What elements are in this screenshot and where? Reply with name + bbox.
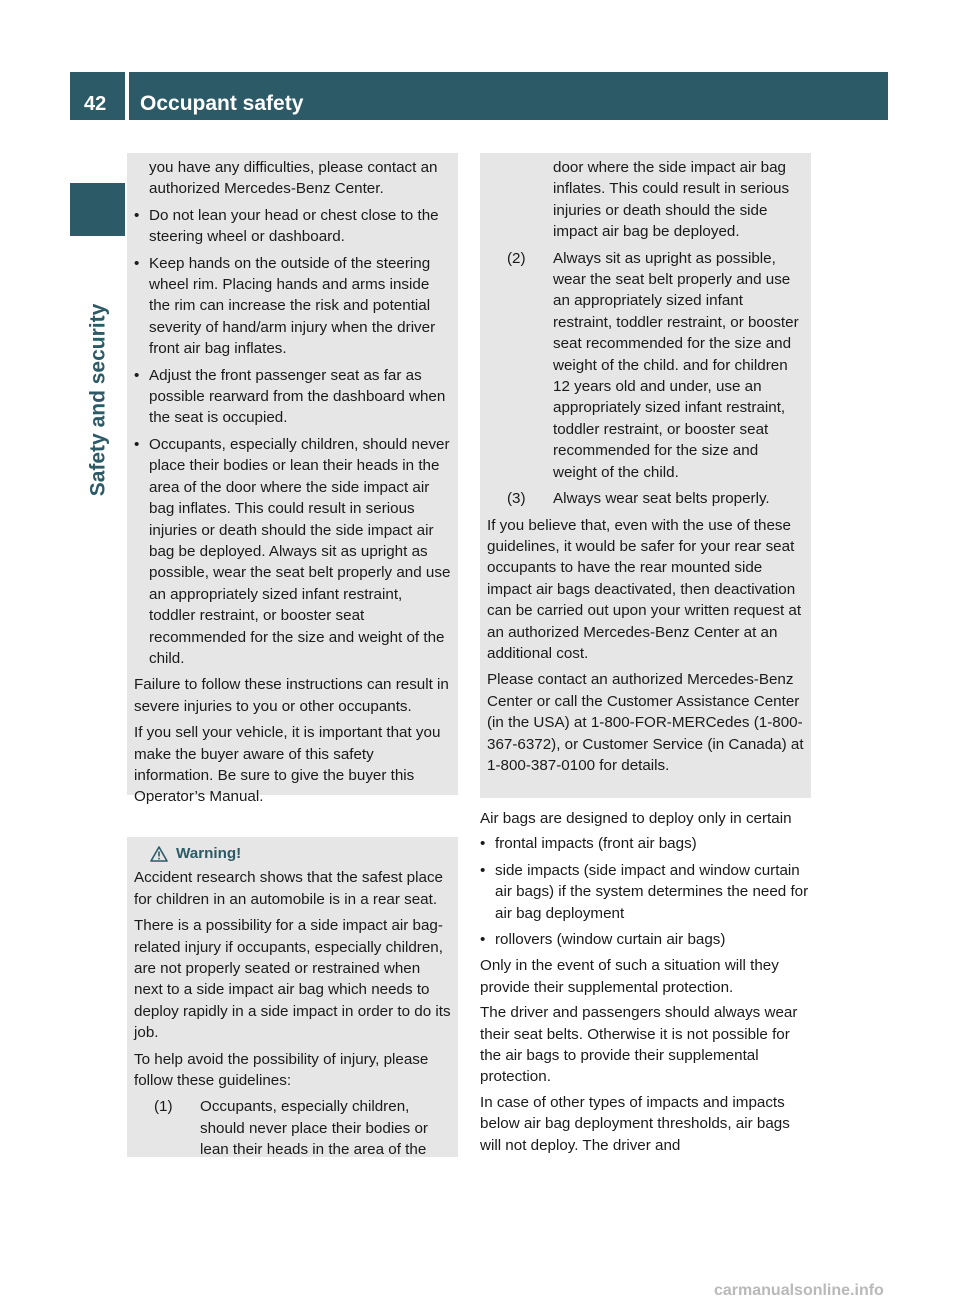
item-text: Always wear seat belts properly. — [553, 490, 770, 508]
paragraph: Only in the event of such a situation will they provide their supplemental protection. — [480, 957, 779, 996]
page-title: Occupant safety — [140, 92, 304, 115]
paragraph: Failure to follow these instructions can result in severe injuries to you or other occupants. — [134, 676, 449, 715]
list-item: • Do not lean your head or chest close to the steering wheel or dashboard. — [134, 205, 451, 248]
paragraph: There is a possibility for a side impact air bag-related injury if occupants, especially children, are not properly seated or restrained when next to a side impact air bag which needs to deploy rapidly in a side impact in order to do its job. — [134, 917, 451, 1042]
paragraph: If you sell your vehicle, it is important that you make the buyer aware of this safety information. Be sure to give the buyer this Operator’s Manual. — [134, 724, 441, 806]
paragraph: The driver and passengers should always wear their seat belts. Otherwise it is not possible for the air bags to provide their supplemental protection. — [480, 1004, 798, 1086]
list-item: • Keep hands on the outside of the steering wheel rim. Placing hands and arms inside the rim can increase the risk and potential severity of hand/arm injury when the driver front air bag inflates. — [134, 253, 451, 360]
continued-item-text: door where the side impact air bag inflates. This could result in serious injuries or death should the side impact air bag be deployed. — [553, 159, 790, 241]
continued-bullet-text: you have any difficulties, please contact an authorized Mercedes-Benz Center. — [149, 159, 438, 198]
section-tab-marker — [70, 183, 125, 236]
warning-title: Warning! — [176, 845, 242, 862]
page-number: 42 — [84, 93, 107, 115]
item-text: Always sit as upright as possible, wear the seat belt properly and use an appropriately sized infant restraint, toddler restraint, or booster seat recommended for the size and weight of the child. and for children 12 years old and under, use an appropriately sized infant restraint, toddler restraint, or booster seat recommended for the size and weight of the child. — [553, 249, 799, 481]
warning-box — [127, 837, 458, 1157]
deployment-bullet-list — [480, 833, 811, 950]
list-item: • rollovers (window curtain air bags) — [480, 929, 811, 950]
safety-notes-box — [127, 153, 458, 806]
item-number: (1) — [154, 1098, 173, 1116]
right-column — [480, 153, 811, 1160]
list-item: • frontal impacts (front air bags) — [480, 833, 811, 854]
numbered-item — [487, 488, 804, 509]
watermark: carmanualsonline.info — [714, 1282, 884, 1299]
warning-triangle-icon — [150, 846, 168, 862]
warning-box-continued — [480, 153, 811, 798]
list-item: • Occupants, especially children, should never place their bodies or lean their heads in the area of the door where the side impact air bag inflates. This could result in serious injuries or death should the side impact air bag be deployed. Always sit as upright as possible, wear the seat belt properly and use an appropriately sized infant restraint, toddler restraint, or booster seat recommended for the size and weight of the child. — [134, 434, 451, 669]
paragraph: Air bags are designed to deploy only in certain — [480, 810, 792, 827]
paragraph: If you believe that, even with the use of these guidelines, it would be safer for your rear seat occupants to have the rear mounted side impact air bags deactivated, then deactivation can be carried out upon your written request at an authorized Mercedes-Benz Center at an additional cost. — [487, 516, 802, 662]
paragraph: Please contact an authorized Mercedes-Benz Center or call the Customer Assistance Center (in the USA) at 1-800-FOR-MERCedes (1-800-367-6372), or Customer Service (in Canada) at 1-800-387-0100 for details. — [487, 671, 804, 774]
paragraph: To help avoid the possibility of injury, please follow these guidelines: — [134, 1050, 429, 1090]
left-column — [127, 153, 458, 1157]
body-text — [480, 808, 811, 1156]
item-text: Occupants, especially children, should never place their bodies or lean their heads in the area of the — [200, 1098, 428, 1159]
warning-heading — [134, 843, 451, 864]
safety-bullet-list — [134, 205, 451, 670]
item-number: (3) — [507, 490, 526, 508]
numbered-item — [487, 248, 804, 483]
section-label: Safety and security — [86, 303, 110, 497]
paragraph: Accident research shows that the safest place for children in an automobile is in a rear seat. — [134, 869, 443, 908]
numbered-item — [134, 1096, 451, 1160]
list-item: • Adjust the front passenger seat as far as possible rearward from the dashboard when the seat is occupied. — [134, 365, 451, 429]
item-number: (2) — [507, 249, 526, 267]
list-item: • side impacts (side impact and window curtain air bags) if the system determines the need for air bag deployment — [480, 860, 811, 924]
paragraph: In case of other types of impacts and impacts below air bag deployment thresholds, air bags will not deploy. The driver and — [480, 1093, 790, 1154]
